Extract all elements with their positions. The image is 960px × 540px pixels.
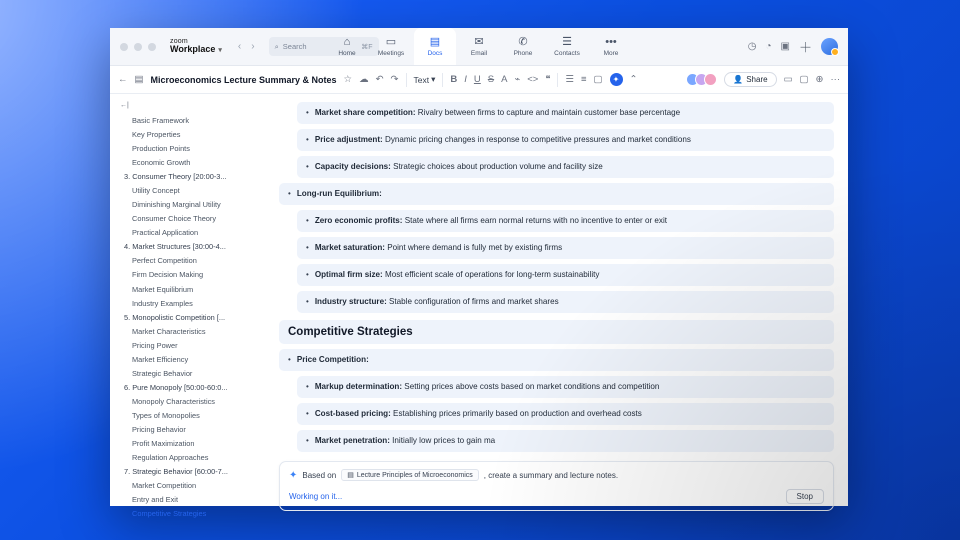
document-bullet[interactable] xyxy=(297,237,834,259)
sparkle-icon: ✦ xyxy=(289,469,298,481)
document-content[interactable] xyxy=(275,94,848,506)
tab-docs[interactable] xyxy=(414,28,456,66)
sidebar-item[interactable]: Utility Concept xyxy=(132,186,180,196)
tab-more[interactable] xyxy=(590,28,632,66)
bullet-icon: • xyxy=(306,409,309,418)
mail-icon: ✉ xyxy=(474,35,484,48)
bullet-text xyxy=(315,134,825,146)
ai-assist-button[interactable]: ✦ xyxy=(610,73,623,86)
bullet-text xyxy=(315,381,825,393)
bullet-text xyxy=(315,269,825,281)
home-icon: ⌂ xyxy=(343,35,351,48)
bold-button[interactable]: B xyxy=(450,74,458,85)
video-call-icon[interactable]: ▭ xyxy=(783,74,793,85)
bullet-term: Markup determination: xyxy=(314,382,403,391)
bullet-description: Initially low prices to gain ma xyxy=(389,436,496,445)
sidebar-item[interactable]: Diminishing Marginal Utility xyxy=(132,200,221,210)
close-window-button[interactable] xyxy=(120,43,128,51)
main-tabs[interactable] xyxy=(326,28,632,66)
bullet-text xyxy=(315,296,825,308)
document-bullet[interactable] xyxy=(297,430,834,452)
stop-button[interactable]: Stop xyxy=(786,489,824,504)
tab-email-label: Email xyxy=(470,49,488,57)
bullet-term: Long-run Equilibrium: xyxy=(296,189,382,198)
bullet-text xyxy=(315,161,825,173)
document-blocks[interactable] xyxy=(279,102,834,452)
clock-icon[interactable]: ◷ xyxy=(747,41,757,52)
back-icon[interactable]: ‹ xyxy=(237,41,242,52)
bullet-text xyxy=(315,242,825,254)
ai-status-text: Working on it... xyxy=(289,492,343,501)
tab-meetings[interactable] xyxy=(370,28,412,66)
star-icon[interactable]: ☆ xyxy=(343,74,353,85)
ai-prompt-suffix: , create a summary and lecture notes. xyxy=(483,470,619,480)
workspace xyxy=(110,94,848,519)
bullet-description: State where all firms earn normal returns with no incentive to enter or exit xyxy=(402,216,668,225)
tab-phone[interactable] xyxy=(502,28,544,66)
sidebar-item[interactable]: Market Efficiency xyxy=(132,354,189,364)
tab-meetings-label: Meetings xyxy=(377,49,405,57)
ai-prompt-row xyxy=(289,469,824,481)
maximize-window-button[interactable] xyxy=(148,43,156,51)
underline-button[interactable]: U xyxy=(473,74,481,85)
sidebar-item[interactable]: Monopoly Characteristics xyxy=(132,396,215,406)
nav-arrows[interactable] xyxy=(238,41,255,52)
tab-home[interactable] xyxy=(326,28,368,66)
sidebar-item[interactable]: Strategic Behavior xyxy=(132,368,193,378)
divider xyxy=(406,73,407,87)
bullet-term: Optimal firm size: xyxy=(314,270,383,279)
contacts-icon: ☰ xyxy=(562,35,572,48)
chevron-down-icon: ▾ xyxy=(431,74,436,84)
share-button[interactable] xyxy=(724,72,776,87)
zoom-logo xyxy=(170,38,222,55)
person-add-icon: 👤 xyxy=(733,75,744,84)
section-heading: Competitive Strategies xyxy=(279,320,834,344)
sidebar-item[interactable]: Consumer Choice Theory xyxy=(132,214,217,224)
more-horizontal-icon[interactable]: ··· xyxy=(830,74,840,85)
tab-email[interactable] xyxy=(458,28,500,66)
bullet-icon: • xyxy=(306,243,309,252)
tab-more-label: More xyxy=(603,49,619,57)
globe-icon[interactable]: ⊕ xyxy=(815,74,824,85)
sidebar-item[interactable]: Market Characteristics xyxy=(132,326,206,336)
bullet-term: Industry structure: xyxy=(314,297,387,306)
bullet-icon: • xyxy=(306,436,309,445)
sidebar-item[interactable]: Entry and Exit xyxy=(132,494,179,504)
brand-line-2: Workplace xyxy=(170,44,216,55)
bullet-term: Price Competition: xyxy=(296,355,369,364)
back-arrow-icon[interactable]: ← xyxy=(118,74,128,85)
link-icon[interactable]: ⌁ xyxy=(514,74,521,85)
document-bullet[interactable] xyxy=(297,102,834,124)
brand-line-1: zoom xyxy=(170,38,188,46)
bullet-term: Cost-based pricing: xyxy=(314,409,391,418)
bullet-text xyxy=(315,435,825,447)
sidebar-item[interactable]: Economic Growth xyxy=(132,158,191,168)
sidebar-item[interactable]: Profit Maximization xyxy=(132,438,195,448)
sidebar-item[interactable]: Market Equilibrium xyxy=(132,284,194,294)
chat-icon[interactable]: ▢ xyxy=(799,74,809,85)
phone-icon: ✆ xyxy=(518,35,528,48)
sidebar-item[interactable]: 7. Strategic Behavior [60:00-7... xyxy=(124,466,228,476)
avatar[interactable] xyxy=(821,38,838,55)
sidebar-item[interactable]: Pricing Power xyxy=(132,340,178,350)
sidebar-item[interactable]: Pricing Behavior xyxy=(132,424,186,434)
more-icon: ••• xyxy=(605,35,617,48)
tab-docs-label: Docs xyxy=(427,49,443,57)
window-titlebar xyxy=(110,28,848,66)
divider xyxy=(442,73,443,87)
outline-list[interactable] xyxy=(120,114,269,521)
window-controls[interactable] xyxy=(120,43,156,51)
sidebar-item[interactable]: 5. Monopolistic Competition [... xyxy=(124,312,226,322)
document-bullet[interactable] xyxy=(297,264,834,286)
source-document-chip[interactable] xyxy=(341,469,479,481)
video-icon: ▭ xyxy=(385,35,397,48)
plus-icon[interactable]: ＋ xyxy=(798,40,812,55)
bullet-term: Market penetration: xyxy=(314,436,390,445)
document-bullet[interactable] xyxy=(279,183,834,205)
document-bullet[interactable] xyxy=(279,349,834,371)
comment-icon[interactable]: ▢ xyxy=(593,74,603,85)
forward-icon[interactable]: › xyxy=(251,41,255,52)
bullet-term: Zero economic profits: xyxy=(314,216,403,225)
bullet-term: Market saturation: xyxy=(314,243,385,252)
bullet-description: Establishing prices primarily based on production and overhead costs xyxy=(390,409,642,418)
strikethrough-button[interactable]: S xyxy=(487,74,495,85)
sidebar-item[interactable]: Industry Examples xyxy=(132,298,193,308)
document-bullet[interactable] xyxy=(297,291,834,313)
bullet-icon: • xyxy=(306,382,309,391)
sidebar-item[interactable]: Regulation Approaches xyxy=(132,452,209,462)
cloud-icon[interactable]: ☁ xyxy=(359,74,369,85)
sidebar-item[interactable]: 6. Pure Monopoly [50:00-60:0... xyxy=(124,382,228,392)
bullet-term: Price adjustment: xyxy=(314,135,383,144)
share-label: Share xyxy=(746,75,768,84)
italic-button[interactable]: I xyxy=(464,74,467,85)
toolbar-right[interactable] xyxy=(686,72,840,87)
bullet-icon: • xyxy=(306,162,309,171)
bell-icon[interactable]: ◔ xyxy=(765,41,772,52)
search-placeholder: Search xyxy=(282,42,307,51)
document-bullet[interactable] xyxy=(297,376,834,398)
sidebar-item[interactable]: Perfect Competition xyxy=(132,256,197,266)
bullet-description: Dynamic pricing changes in response to competitive pressures and market conditions xyxy=(382,135,691,144)
bullet-description: Point where demand is fully met by existing firms xyxy=(384,243,563,252)
font-color-button[interactable]: A xyxy=(501,74,508,85)
bullet-description: Most efficient scale of operations for long-term sustainability xyxy=(382,270,600,279)
bullet-icon: • xyxy=(288,189,291,198)
sidebar-item[interactable]: 4. Market Structures [30:00-4... xyxy=(124,242,226,252)
ai-status-row xyxy=(289,489,824,504)
chevron-down-icon[interactable]: ▾ xyxy=(218,47,222,55)
bullet-text xyxy=(315,107,825,119)
redo-icon[interactable]: ↷ xyxy=(390,74,399,85)
doc-icon: ▤ xyxy=(347,472,354,479)
bullet-text xyxy=(315,215,825,227)
collapse-sidebar-button[interactable]: ←| xyxy=(120,102,129,109)
ai-companion-panel[interactable] xyxy=(279,461,834,511)
divider xyxy=(557,73,558,87)
bullet-icon: • xyxy=(306,216,309,225)
document-bullet[interactable] xyxy=(297,210,834,232)
source-document-label: Lecture Principles of Microeconomics xyxy=(356,471,473,479)
sidebar-item[interactable]: Practical Application xyxy=(132,228,199,238)
sidebar-item[interactable]: Key Properties xyxy=(132,130,181,140)
bullet-text xyxy=(297,354,825,366)
bullet-description: Setting prices above costs based on market conditions and competition xyxy=(402,382,660,391)
search-icon: ⌕ xyxy=(274,41,279,51)
collaborator-avatars[interactable] xyxy=(686,73,717,86)
page-title[interactable]: Microeconomics Lecture Summary & Notes xyxy=(150,74,337,85)
bullet-icon: • xyxy=(306,108,309,117)
bullet-description: Strategic choices about production volume and facility size xyxy=(390,162,603,171)
minimize-window-button[interactable] xyxy=(134,43,142,51)
quote-icon[interactable]: ❝ xyxy=(545,74,551,85)
zoom-workplace-window xyxy=(110,28,848,519)
bullet-term: Capacity decisions: xyxy=(314,162,391,171)
bullet-icon: • xyxy=(306,270,309,279)
search-shortcut: ⌘F xyxy=(361,43,373,51)
avatar[interactable] xyxy=(704,73,717,86)
docs-icon: ▤ xyxy=(429,35,441,48)
sidebar-item[interactable]: Market Competition xyxy=(132,480,197,490)
sidebar-item[interactable]: Production Points xyxy=(132,144,190,154)
tab-phone-label: Phone xyxy=(513,49,533,57)
bullet-icon: • xyxy=(306,135,309,144)
ai-prompt-prefix: Based on xyxy=(302,470,337,480)
document-bullet[interactable] xyxy=(297,156,834,178)
document-bullet[interactable] xyxy=(297,129,834,151)
bullet-icon: • xyxy=(306,297,309,306)
sidebar-item[interactable]: Competitive Strategies xyxy=(132,509,207,519)
bullet-description: Rivalry between firms to capture and maintain customer base percentage xyxy=(415,108,681,117)
tab-home-label: Home xyxy=(338,49,356,57)
code-icon[interactable]: <> xyxy=(527,74,539,85)
text-style-label: Text xyxy=(413,74,430,85)
titlebar-right-icons[interactable] xyxy=(748,37,838,56)
doc-icon: ▤ xyxy=(134,74,144,85)
text-style-dropdown[interactable] xyxy=(414,74,436,85)
sidebar-item[interactable]: Types of Monopolies xyxy=(132,410,200,420)
tab-contacts-label: Contacts xyxy=(554,49,580,57)
sidebar-item[interactable]: 3. Consumer Theory [20:00-3... xyxy=(124,172,227,182)
outline-sidebar[interactable] xyxy=(110,94,275,519)
panel-icon[interactable]: ▣ xyxy=(780,41,790,52)
brand-line-2-row xyxy=(170,45,222,54)
align-icon[interactable]: ≡ xyxy=(580,74,587,85)
bullet-description: Stable configuration of firms and market shares xyxy=(386,297,559,306)
tab-contacts[interactable] xyxy=(546,28,588,66)
bullet-icon: • xyxy=(288,355,291,364)
list-icon[interactable]: ☰ xyxy=(565,74,574,85)
bullet-text xyxy=(297,188,825,200)
sidebar-item[interactable]: Basic Framework xyxy=(132,116,190,126)
undo-icon[interactable]: ↶ xyxy=(375,74,384,85)
bullet-term: Market share competition: xyxy=(314,108,416,117)
collapse-toolbar-button[interactable]: ⌃ xyxy=(629,74,638,85)
sidebar-item[interactable]: Firm Decision Making xyxy=(132,270,204,280)
document-toolbar[interactable] xyxy=(110,66,848,94)
bullet-text xyxy=(315,408,825,420)
document-bullet[interactable] xyxy=(297,403,834,425)
